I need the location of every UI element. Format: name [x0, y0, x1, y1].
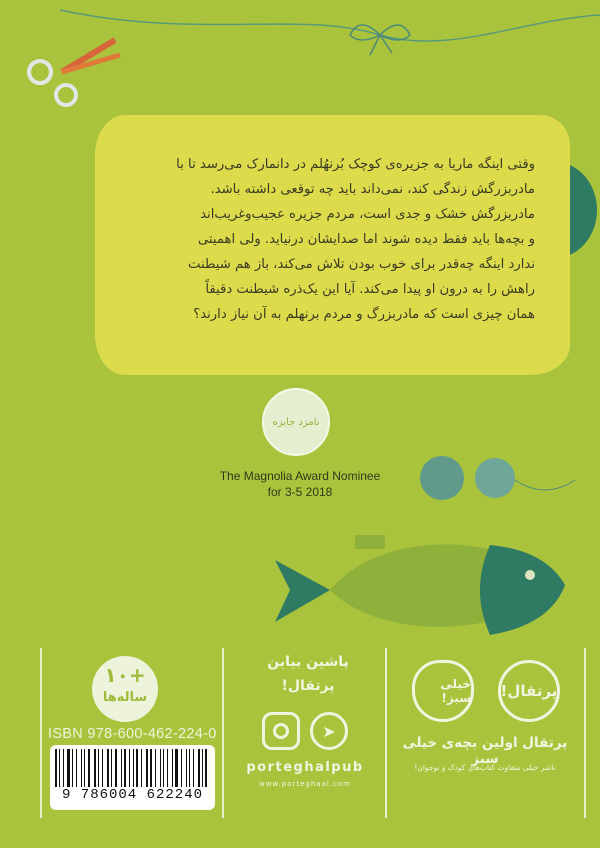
porteghal-logo — [498, 660, 560, 722]
logo-text: خیلی سبز! — [440, 677, 471, 705]
barcode-bar — [163, 749, 165, 787]
barcode-bar — [146, 749, 149, 787]
isbn: ISBN 978-600-462-224-0 — [48, 726, 217, 742]
divider — [584, 648, 586, 818]
string-decoration — [60, 10, 600, 41]
social-handle[interactable]: porteghalpub — [246, 760, 364, 775]
publisher-subtitle: ناشر خیلی متفاوت کتاب‌های کودک و نوجوان! — [414, 763, 556, 772]
barcode-bar — [72, 749, 73, 787]
slogan — [238, 650, 378, 698]
scissors-icon — [29, 40, 120, 105]
fish-icon — [275, 535, 565, 635]
description-line: وقتی اینگه ماریا به جزیره‌ی کوچک بُرنهُلم در دانمارک می‌رسد تا با — [176, 157, 535, 172]
barcode-bar — [141, 749, 142, 787]
barcode-bar — [115, 749, 118, 787]
barcode-bar — [67, 749, 70, 787]
yarn-ball-icon — [420, 456, 575, 500]
award-caption — [180, 468, 420, 500]
barcode-bar — [124, 749, 126, 787]
barcode-bar — [133, 749, 134, 787]
barcode-bar — [98, 749, 99, 787]
barcode-bar — [167, 749, 168, 787]
barcode-bar — [81, 749, 82, 787]
barcode-bar — [181, 749, 182, 787]
age-badge — [92, 656, 158, 722]
barcode-bar — [205, 749, 207, 787]
description-line: همان چیزی است که مادربزرگ و مردم برنهلم به آن نیاز دارند؟ — [193, 307, 535, 322]
divider — [222, 648, 224, 818]
barcode-bar — [94, 749, 97, 787]
barcode-bar — [121, 749, 122, 787]
description-line: ندارد اینگه چه‌قدر برای خوب بودن تلاش می‌کند، باز هم شیطنت — [188, 257, 535, 272]
instagram-icon[interactable] — [262, 712, 300, 750]
slogan-line: پرتقال! — [281, 678, 335, 694]
description-line: راهش را به درون او پیدا می‌کند. آیا این یک‌ذره شیطنت دقیقاً — [205, 282, 535, 297]
barcode-number: 9 786004 622240 — [61, 787, 204, 803]
slogan-line: پاشین بیاین — [267, 654, 349, 670]
barcode-bar — [63, 749, 64, 787]
kheyli-sabz-logo — [412, 660, 474, 722]
barcode — [50, 745, 215, 810]
barcode-bar — [88, 749, 90, 787]
award-seal — [262, 388, 330, 456]
barcode-bar — [76, 749, 78, 787]
barcode-bar — [150, 749, 152, 787]
award-seal-text: نامزد جایزه — [272, 416, 320, 428]
description-line: و بچه‌ها باید فقط دیده شوند اما صدایشان درنیاید. ولی اهمیتی — [197, 232, 535, 247]
barcode-bar — [129, 749, 130, 787]
barcode-bar — [84, 749, 85, 787]
description-line: مادربزرگش زندگی کند، نمی‌داند باید چه توقعی داشته باشد. — [210, 182, 535, 197]
barcode-bar — [102, 749, 103, 787]
barcode-bar — [186, 749, 188, 787]
logo-text: پرتقال! — [500, 682, 558, 700]
barcode-bar — [59, 749, 60, 787]
barcode-bar — [111, 749, 112, 787]
website-link[interactable]: www.porteghaal.com — [259, 780, 351, 788]
divider — [40, 648, 42, 818]
book-description — [150, 152, 535, 327]
barcode-bar — [189, 749, 190, 787]
barcode-bar — [198, 749, 200, 787]
age-label: ساله‌ها — [102, 690, 148, 705]
barcode-bar — [136, 749, 138, 787]
barcode-bars — [55, 749, 210, 787]
barcode-bar — [175, 749, 178, 787]
barcode-bar — [107, 749, 109, 787]
age-value: +۱۰ — [104, 663, 146, 687]
award-category: for 3-5 2018 — [267, 485, 333, 499]
barcode-bar — [160, 749, 161, 787]
telegram-icon[interactable]: ➤ — [310, 712, 348, 750]
barcode-bar — [55, 749, 57, 787]
publisher-tagline: پرتقال اولین بچه‌ی خیلی سبز — [402, 735, 568, 767]
barcode-bar — [155, 749, 156, 787]
divider — [385, 648, 387, 818]
barcode-bar — [193, 749, 194, 787]
barcode-bar — [202, 749, 203, 787]
barcode-bar — [172, 749, 173, 787]
description-line: مادربزرگش خشک و جدی است، مردم جزیره عجیب‌وغریب‌اند — [200, 207, 535, 222]
award-name: The Magnolia Award Nominee — [219, 469, 381, 483]
